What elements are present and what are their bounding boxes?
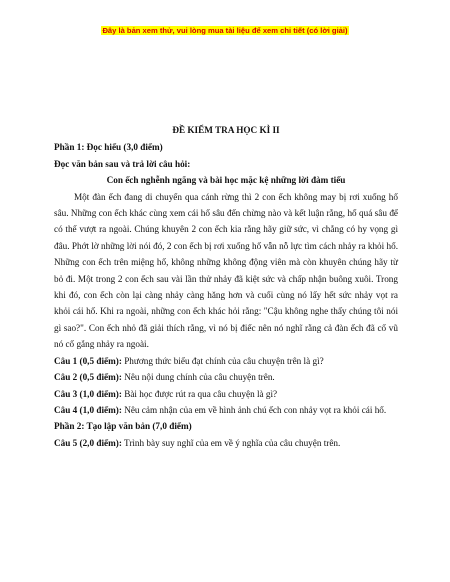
question-1-label: Câu 1 (0,5 điểm): xyxy=(54,355,122,366)
preview-notice-banner xyxy=(0,26,450,35)
question-3 xyxy=(54,386,398,402)
exam-document xyxy=(54,122,398,451)
question-5-label: Câu 5 (2,0 điểm): xyxy=(54,437,122,448)
question-4 xyxy=(54,402,398,418)
question-5-text: Trình bày suy nghĩ của em về ý nghĩa của câu chuyện trên. xyxy=(124,437,341,448)
question-3-label: Câu 3 (1,0 điểm): xyxy=(54,388,122,399)
question-1-text: Phương thức biểu đạt chính của câu chuyện trên là gì? xyxy=(124,355,324,366)
question-2-label: Câu 2 (0,5 điểm): xyxy=(54,372,122,383)
part1-heading: Phần 1: Đọc hiểu (3,0 điểm) xyxy=(54,142,163,153)
question-2 xyxy=(54,369,398,385)
question-5 xyxy=(54,435,398,451)
question-3-text: Bài học được rút ra qua câu chuyện là gì? xyxy=(124,388,278,399)
exam-title: ĐỀ KIỂM TRA HỌC KÌ II xyxy=(172,125,280,135)
story-paragraph: Một đàn ếch đang di chuyển qua cánh rừng thì 2 con ếch không may bị rơi xuống hố sâu. Những con ếch khác cùng xem cái hố sâu đến chừng nào và kết luận rằng, hố quá sâu để có thể vượt ra ngoài. Chúng khuyên 2 con ếch kia rằng hãy giữ sức, vì chẳng có hy vọng gì đâu. Phớt lờ những lời nói đó, 2 con ếch bị rơi xuống hố vẫn nỗ lực tìm cách nhảy ra khỏi hố. Những con ếch trên miệng hố, không những không động viên mà còn khuyên chúng hãy từ bỏ đi. Một trong 2 con ếch sau vài lần thử nhảy đã kiệt sức và chấp nhận buông xuôi. Trong khi đó, con ếch còn lại càng nhảy càng hăng hơn và cuối cùng nó lấy hết sức nhảy vọt ra khỏi cái hố. Khi ra ngoài, những con ếch khác hỏi rằng: "Cậu không nghe thấy chúng tôi nói gì sao?". Con ếch nhỏ đã giải thích rằng, vì nó bị điếc nên nó nghĩ rằng cả đàn ếch đã cổ vũ nó cố gắng nhảy ra ngoài. xyxy=(54,191,398,350)
question-2-text: Nêu nội dung chính của câu chuyện trên. xyxy=(124,372,275,383)
question-4-label: Câu 4 (1,0 điểm): xyxy=(54,404,122,415)
question-4-text: Nêu cảm nhận của em về hình ảnh chú ếch con nhảy vọt ra khỏi cái hố. xyxy=(124,404,387,415)
reading-instruction: Đọc văn bản sau và trả lời câu hỏi: xyxy=(54,158,191,169)
preview-notice-text: Đây là bản xem thử, vui lòng mua tài liệu để xem chi tiết (có lời giải) xyxy=(102,26,348,35)
question-1 xyxy=(54,353,398,369)
story-title: Con ếch nghễnh ngãng và bài học mặc kệ những lời đàm tiếu xyxy=(106,175,346,186)
part2-heading: Phần 2: Tạo lập văn bản (7,0 điểm) xyxy=(54,421,192,432)
